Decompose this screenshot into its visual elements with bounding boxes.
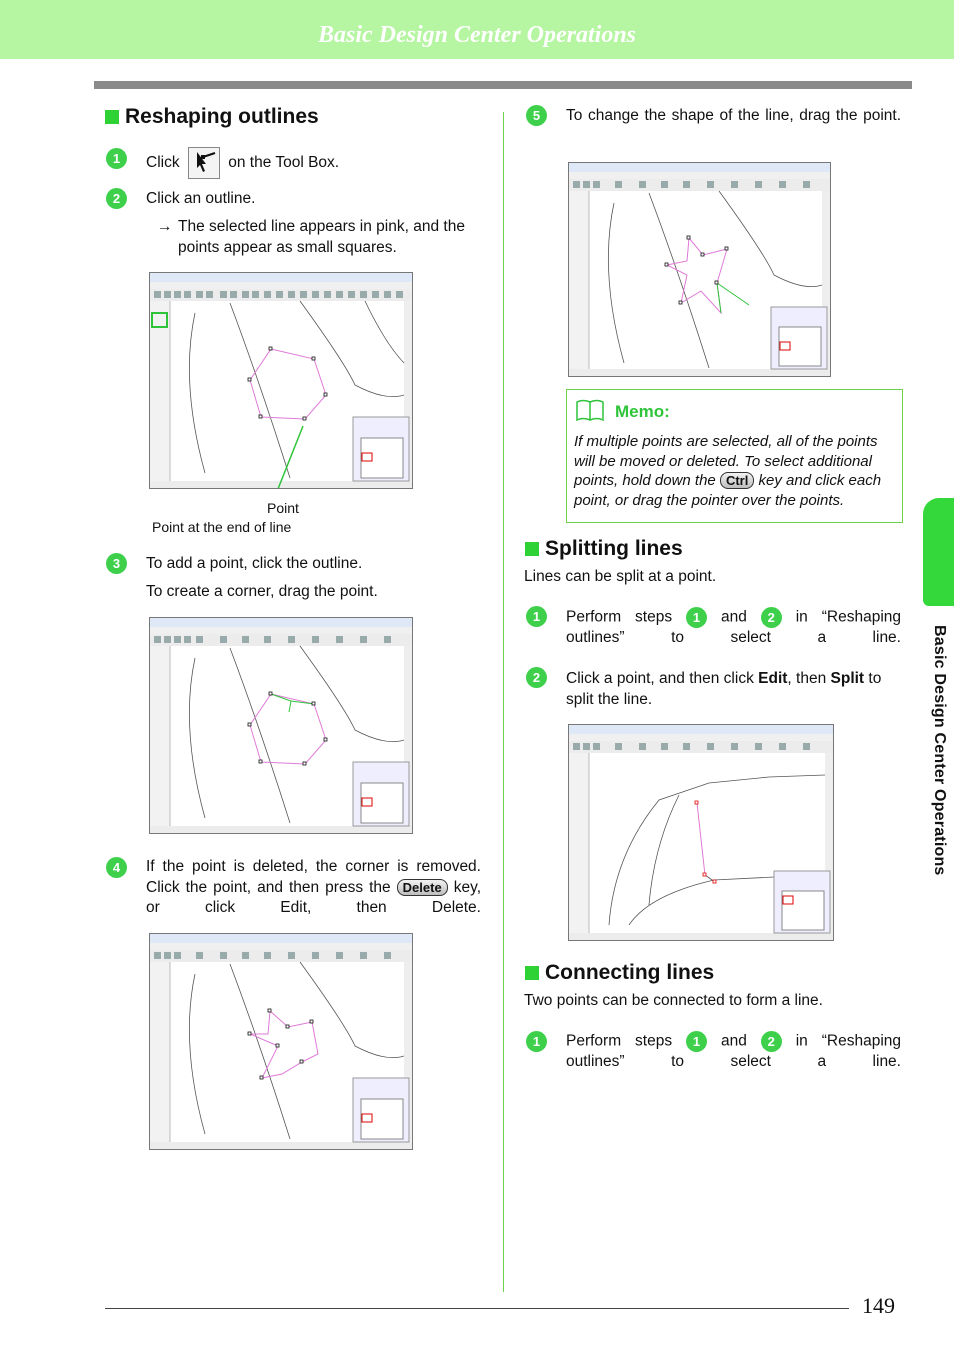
page-number: 149 [862,1293,895,1318]
heading-square-icon [525,542,539,556]
connect-step1-t2: and [720,1032,747,1050]
connect-step1-t1: Perform steps [566,1032,673,1050]
heading-text: Connecting lines [545,961,715,984]
caption-point: Point [267,500,299,516]
inline-step-number: 2 [761,607,782,628]
step-number: 2 [106,188,127,209]
heading-text: Reshaping outlines [125,105,319,128]
step1-text [146,147,339,179]
step4-before: If the point is deleted, the corner is removed. Click the point, and then press the [146,858,481,896]
step2-result: The selected line appears in pink, and the points appear as small squares. [178,218,465,256]
heading-splitting [525,537,683,561]
side-tab-label: Basic Design Center Operations [931,625,948,876]
step-number: 1 [526,1031,547,1052]
design-center-window [150,273,412,488]
inline-step-number: 2 [761,1031,782,1052]
book-icon [575,398,605,422]
step3-text: To add a point, click the outline. [146,555,363,572]
split-step1-t3: in “Reshaping outlines” to select a line. [566,608,901,647]
split-step2-split: Split [830,670,865,687]
step4-after: key, or click Edit, then Delete. [146,878,482,916]
screenshot-delete-point [149,933,413,1150]
step-number: 2 [526,667,547,688]
step1-after: on the Tool Box. [228,154,340,172]
memo-body [574,432,896,510]
memo-box [566,389,903,523]
split-step1-text [566,607,901,669]
heading-square-icon [105,110,119,124]
step1-before: Click [146,154,180,172]
split-step2-edit: Edit [758,670,788,687]
split-step2-t3: to split the line. [566,670,882,708]
step-number: 3 [106,553,127,574]
header-band [0,0,954,59]
split-step2-t1: Click a point, and then click [566,670,754,687]
split-step1-t2: and [720,608,747,626]
memo-title: Memo: [615,402,670,421]
memo-text-before: If multiple points are selected, all of the points will be moved or deleted. To select additional points, hold down the [574,433,878,489]
result-arrow: → [157,218,173,235]
design-center-window [569,725,833,940]
screenshot-reshape-select [149,272,413,489]
inline-step-number: 1 [686,1031,707,1052]
delete-key: Delete [397,879,448,896]
screenshot-add-point [149,617,413,834]
split-step1-t1: Perform steps [566,608,673,626]
design-center-window [150,934,412,1149]
top-rule [94,81,912,89]
ctrl-key: Ctrl [720,472,754,489]
screenshot-drag-point [568,162,831,377]
step-number: 1 [526,606,547,627]
step5-text: To change the shape of the line, drag the point. [566,107,901,124]
column-divider [503,112,504,1292]
split-intro: Lines can be split at a point. [524,568,717,585]
connect-step1-t3: in “Reshaping outlines” to select a line. [566,1032,901,1071]
connect-intro: Two points can be connected to form a line. [524,992,823,1009]
step-number: 5 [526,105,547,126]
header-title: Basic Design Center Operations [317,22,637,48]
design-center-window [569,163,830,376]
step2-text: Click an outline. [146,190,256,207]
heading-reshaping [105,105,319,129]
split-step2-text [566,669,906,710]
heading-text: Splitting lines [545,537,683,560]
heading-square-icon [525,966,539,980]
step4-text [146,857,481,939]
screenshot-split-line [568,724,834,941]
step3-text2: To create a corner, drag the point. [146,583,378,600]
caption-end-point: Point at the end of line [152,519,292,535]
step-number: 4 [106,857,127,878]
inline-step-number: 1 [686,607,707,628]
memo-text-after: key and click each point, or drag the pointer over the points. [574,472,882,509]
footer-rule [105,1308,849,1309]
step-number: 1 [106,148,127,169]
side-tab [923,498,954,606]
connect-step1-text [566,1031,901,1093]
split-step2-t2: , then [787,670,827,687]
design-center-window [150,618,412,833]
heading-connecting [525,961,714,985]
reshape-tool-icon [188,147,220,179]
